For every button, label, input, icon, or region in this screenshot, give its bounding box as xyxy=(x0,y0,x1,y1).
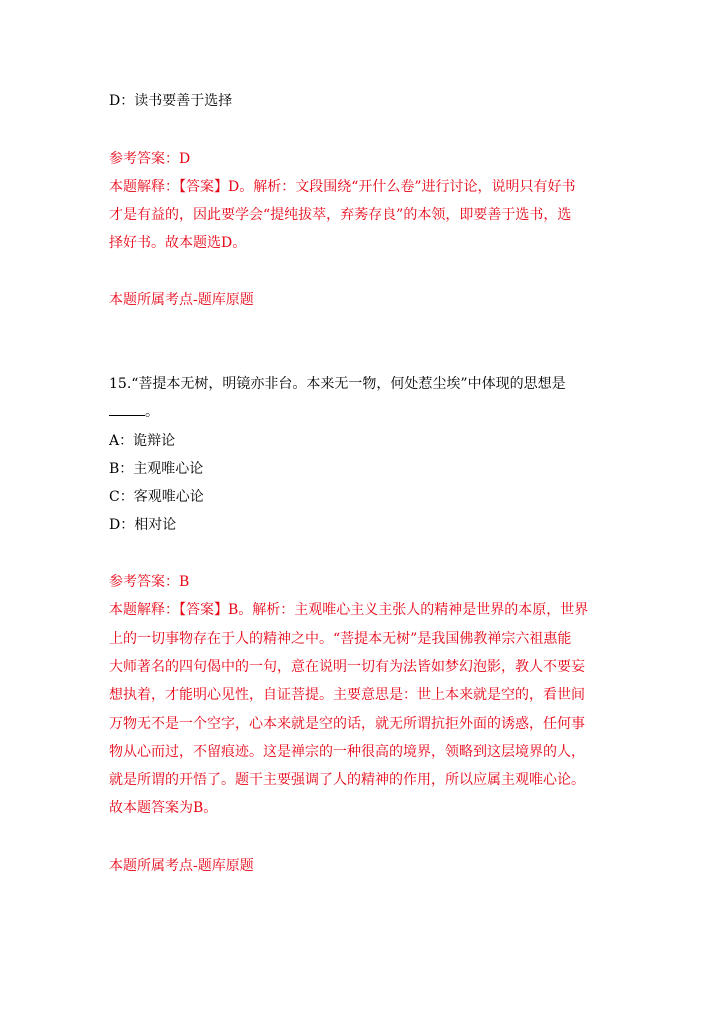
q15-option-c: C：客观唯心论 xyxy=(109,489,204,505)
q14-explanation-line: 本题解释：【答案】D。解析：文段围绕“开什么卷”进行讨论，说明只有好书 xyxy=(109,179,576,195)
q14-option-d: D：读书要善于选择 xyxy=(109,93,233,109)
q15-explanation-line: 就是所谓的开悟了。题干主要强调了人的精神的作用，所以应属主观唯心论。 xyxy=(109,772,585,788)
q15-explanation-line: 物从心而过，不留痕迹。这是禅宗的一种很高的境界，领略到这层境界的人， xyxy=(109,744,585,760)
q14-source: 本题所属考点-题库原题 xyxy=(109,292,254,308)
q15-stem-suffix: 。 xyxy=(145,404,159,420)
q15-explanation-line: 想执着，才能明心见性，自证菩提。主要意思是：世上本来就是空的，看世间 xyxy=(109,687,585,703)
q15-explanation-line: 本题解释：【答案】B。解析：主观唯心主义主张人的精神是世界的本原，世界 xyxy=(109,602,589,618)
answer-blank xyxy=(109,403,145,416)
q15-explanation-line: 万物无不是一个空字，心本来就是空的话，就无所谓抗拒外面的诱惑，任何事 xyxy=(109,716,585,732)
q15-explanation-line: 上的一切事物存在于人的精神之中。“菩提本无树”是我国佛教禅宗六祖惠能 xyxy=(109,631,572,647)
q15-answer: 参考答案：B xyxy=(109,574,190,590)
q15-option-b: B：主观唯心论 xyxy=(109,461,204,477)
q14-explanation-line: 才是有益的，因此要学会“提纯拔萃，弃莠存良”的本领，即要善于选书，选 xyxy=(109,207,572,223)
q15-option-d: D：相对论 xyxy=(109,517,177,533)
q15-explanation-line: 大师著名的四句偈中的一句，意在说明一切有为法皆如梦幻泡影，教人不要妄 xyxy=(109,659,585,675)
q15-option-a: A：诡辩论 xyxy=(109,433,176,449)
q15-explanation-line: 故本题答案为B。 xyxy=(109,800,218,816)
q15-stem-continuation xyxy=(109,403,159,421)
q14-explanation-line: 择好书。故本题选D。 xyxy=(109,235,247,251)
q15-stem: 15.“菩提本无树，明镜亦非台。本来无一物，何处惹尘埃”中体现的思想是 xyxy=(109,376,566,392)
q14-answer: 参考答案：D xyxy=(109,151,191,167)
q15-source: 本题所属考点-题库原题 xyxy=(109,858,254,874)
